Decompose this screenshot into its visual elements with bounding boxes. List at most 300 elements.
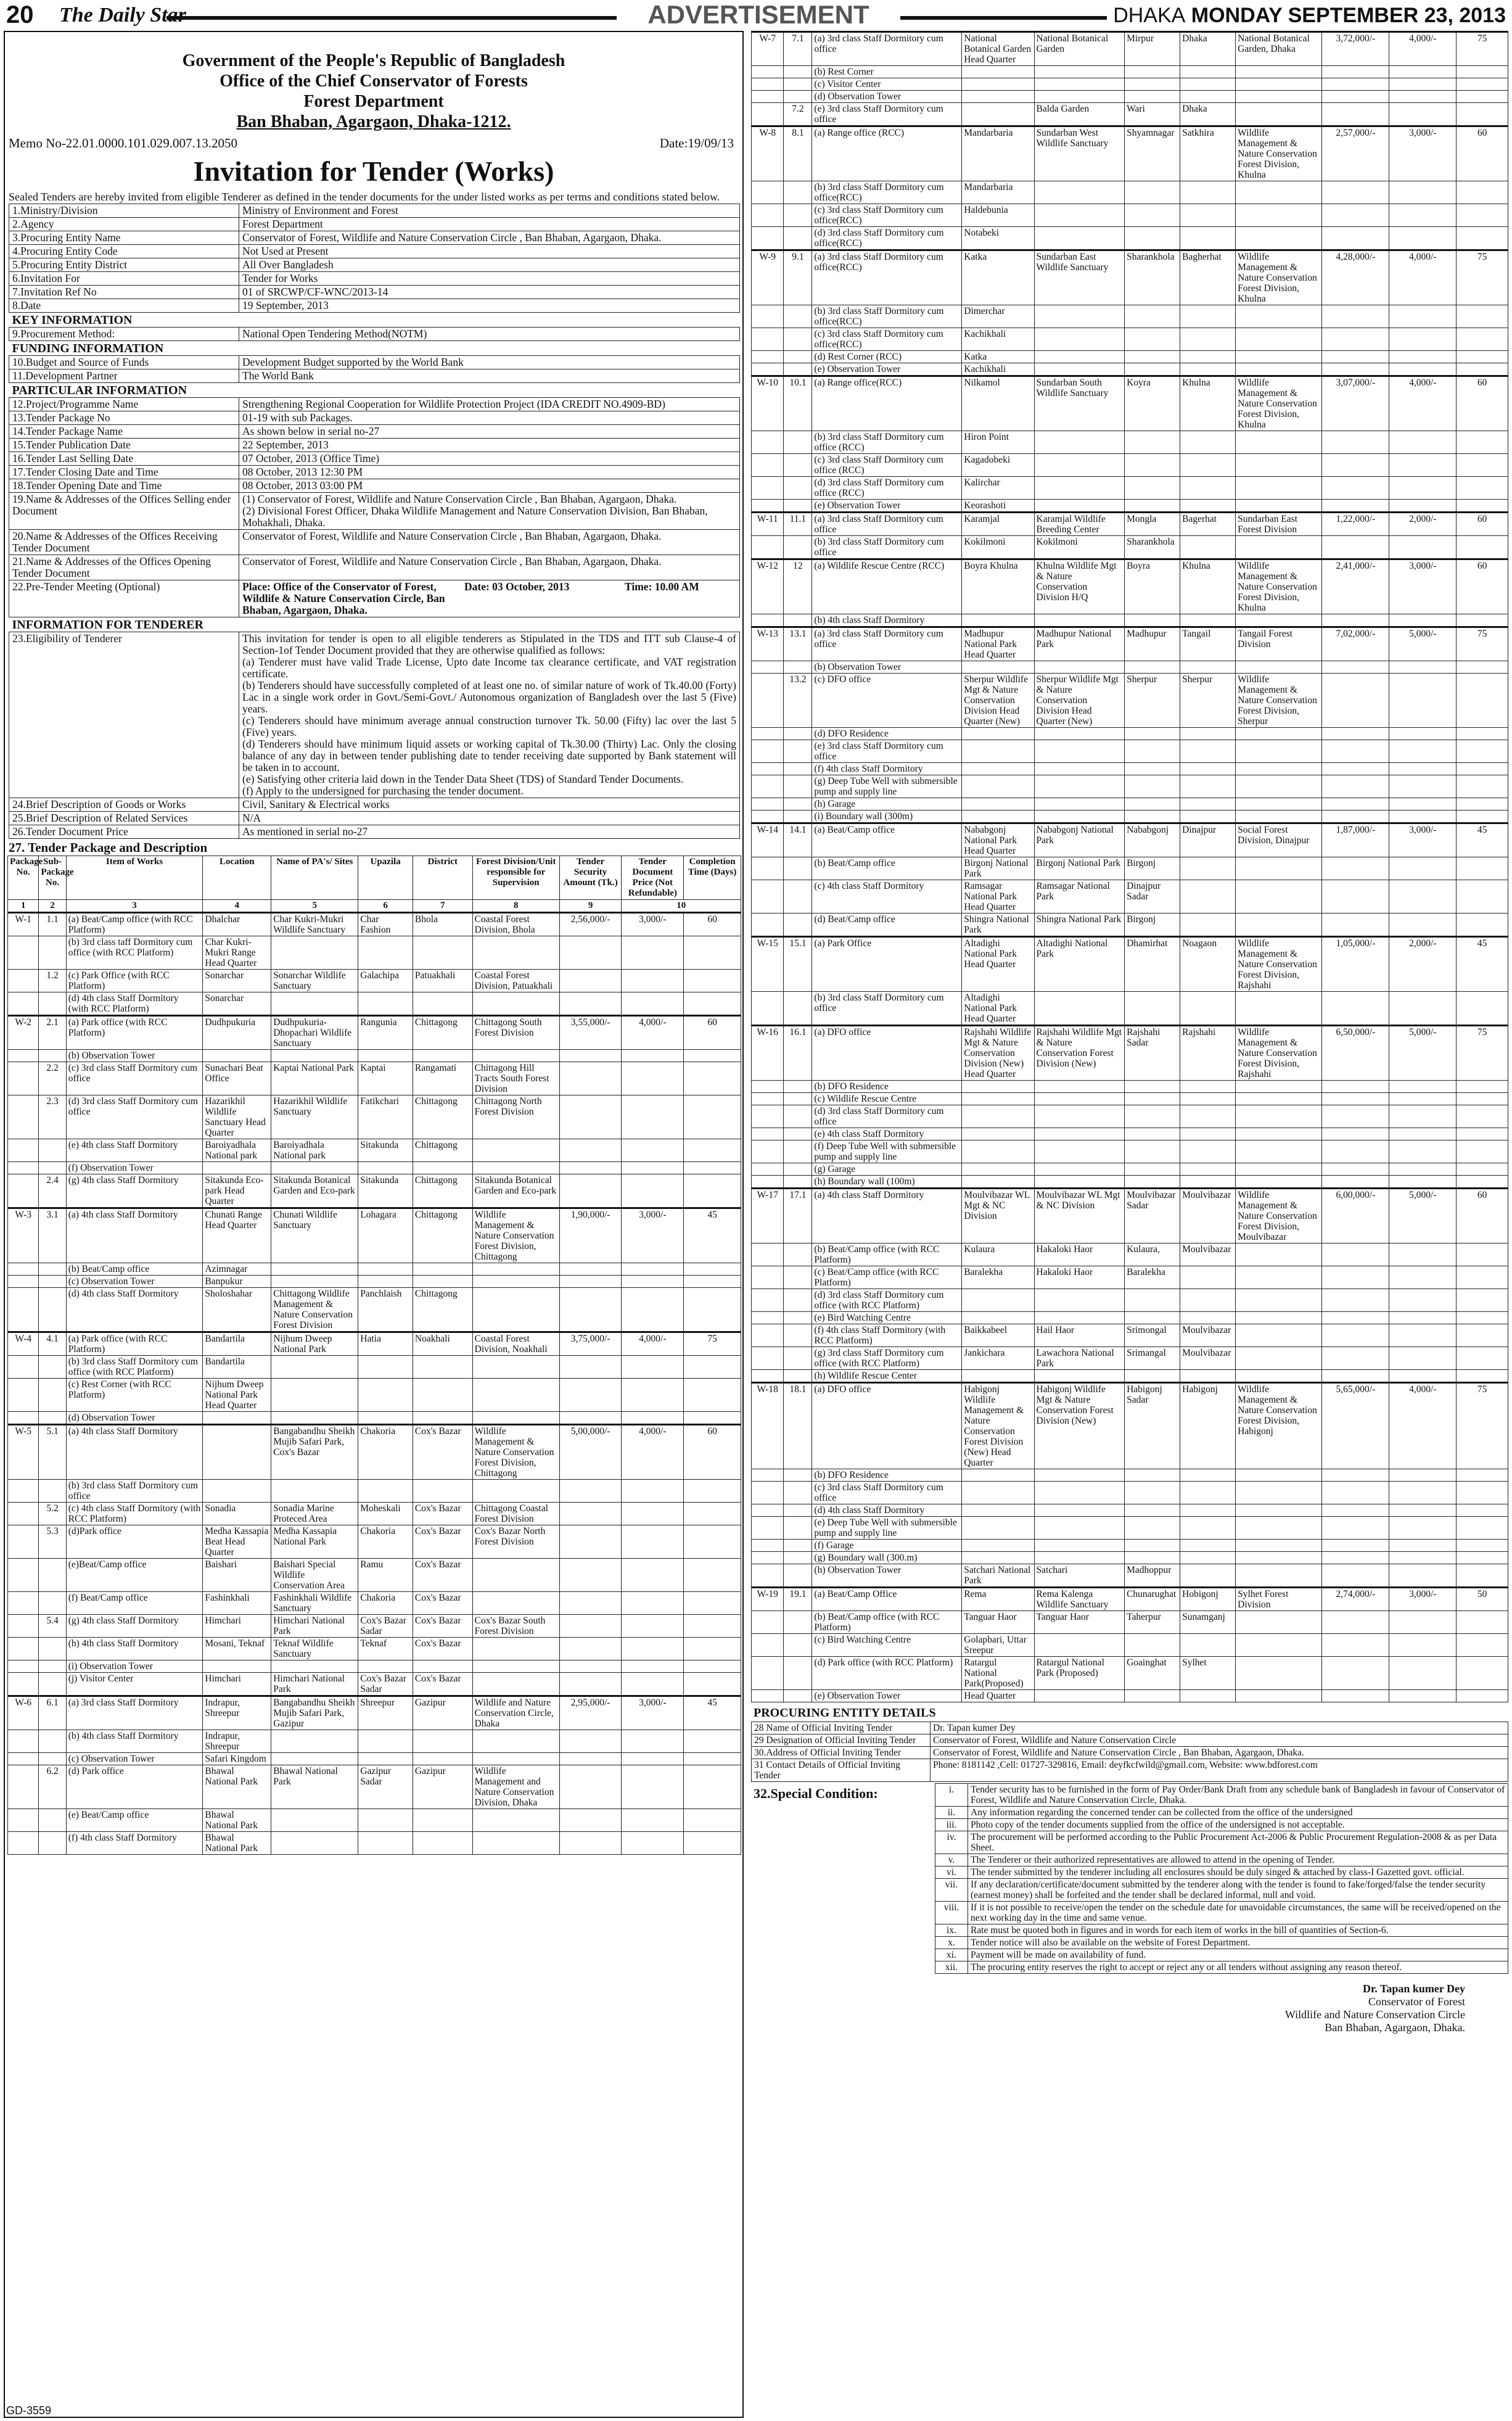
- package-column-number: 5: [271, 900, 358, 913]
- package-row: [752, 204, 1508, 227]
- forest-division: [1236, 1482, 1322, 1504]
- special-condition-text: The tender submitted by the tenderer including all enclosures should be duly singed & attached by class-I Gazetted govt. official.: [968, 1866, 1508, 1879]
- package-no: [8, 1263, 39, 1276]
- tender-security: [559, 1832, 622, 1855]
- package-no: [752, 992, 784, 1026]
- pa-site: [1034, 614, 1125, 627]
- tender-security: 4,28,000/-: [1322, 250, 1389, 305]
- tender-security: [559, 1753, 622, 1765]
- package-table-left: [7, 856, 741, 1855]
- document-price: [1389, 1370, 1457, 1383]
- item-of-works: (c) Observation Tower: [66, 1753, 203, 1765]
- document-price: [1389, 1140, 1457, 1163]
- document-price: 4,000/-: [622, 1016, 684, 1050]
- package-row: [8, 1525, 741, 1559]
- upazila: [1125, 1163, 1180, 1176]
- package-column-header: District: [413, 856, 472, 900]
- info-key: 16.Tender Last Selling Date: [9, 452, 239, 466]
- document-price: 4,000/-: [622, 1425, 684, 1480]
- upazila: Moulvibazar Sadar: [1125, 1189, 1180, 1243]
- tender-security: [559, 1174, 622, 1208]
- signature-line-3: Ban Bhaban, Agargaon, Dhaka.: [1325, 2021, 1465, 2034]
- completion-time: 45: [1457, 823, 1508, 857]
- info-key: 1.Ministry/Division: [9, 204, 239, 218]
- package-row: [752, 810, 1508, 823]
- special-condition-row: [935, 1831, 1508, 1854]
- pa-site: Satchari: [1034, 1564, 1125, 1588]
- tender-security: [559, 1615, 622, 1638]
- completion-time: [684, 1615, 741, 1638]
- tender-security: [1322, 1081, 1389, 1093]
- completion-time: [1457, 305, 1508, 328]
- package-no: [8, 1809, 39, 1832]
- forest-division: Chittagong Hill Tracts South Forest Division: [472, 1062, 559, 1095]
- completion-time: [1457, 810, 1508, 823]
- forest-division: Wildlife Management and Nature Conservation Division, Dhaka: [472, 1765, 559, 1809]
- upazila: Wari: [1125, 103, 1180, 126]
- completion-time: [684, 1809, 741, 1832]
- completion-time: 50: [1457, 1588, 1508, 1611]
- package-row: [752, 363, 1508, 376]
- forest-division: [1236, 1611, 1322, 1634]
- sub-package-no: 5.1: [39, 1425, 66, 1480]
- special-condition-number: iv.: [935, 1831, 968, 1854]
- package-row: [752, 1611, 1508, 1634]
- item-of-works: (a) Range office (RCC): [812, 126, 962, 181]
- procuring-row: [752, 1747, 1508, 1759]
- upazila: [1125, 1105, 1180, 1128]
- upazila: [358, 1356, 413, 1379]
- header-line-1: Government of the People's Republic of Bangladesh: [182, 51, 565, 70]
- completion-time: [684, 1559, 741, 1592]
- package-no: W-12: [752, 559, 784, 614]
- district: Khulna: [1180, 559, 1236, 614]
- package-no: [752, 328, 784, 351]
- package-no: [8, 1480, 39, 1503]
- completion-time: [1457, 1140, 1508, 1163]
- upazila: [1125, 1370, 1180, 1383]
- location: [203, 1162, 271, 1174]
- document-price: [1389, 1482, 1457, 1504]
- tender-security: 3,55,000/-: [559, 1016, 622, 1050]
- completion-time: [1457, 363, 1508, 376]
- forest-division: [1236, 78, 1322, 91]
- tender-security: [1322, 91, 1389, 103]
- location: [962, 1081, 1034, 1093]
- procuring-row: [752, 1759, 1508, 1782]
- package-row: [752, 1504, 1508, 1517]
- info-value: Forest Department: [239, 218, 740, 231]
- completion-time: 60: [684, 1425, 741, 1480]
- district: [413, 1379, 472, 1412]
- forest-division: [1236, 1243, 1322, 1266]
- completion-time: [1457, 798, 1508, 810]
- item-of-works: (a) 3rd class Staff Dormitory cum office: [812, 513, 962, 536]
- package-row: [752, 1026, 1508, 1081]
- item-of-works: (a) 4th class Staff Dormitory: [66, 1425, 203, 1480]
- document-price: [1389, 328, 1457, 351]
- location: [962, 728, 1034, 740]
- pa-site: Baishari Special Wildlife Conservation Area: [271, 1559, 358, 1592]
- district: [413, 1809, 472, 1832]
- tender-security: [1322, 1128, 1389, 1140]
- forest-division: [1236, 1540, 1322, 1552]
- package-no: [752, 1370, 784, 1383]
- header-line-3: Forest Department: [303, 92, 444, 111]
- completion-time: [1457, 66, 1508, 78]
- info-key: 5.Procuring Entity District: [9, 258, 239, 272]
- location: Banpukur: [203, 1276, 271, 1288]
- forest-division: [1236, 810, 1322, 823]
- forest-division: [1236, 1657, 1322, 1690]
- location: Ramsagar National Park Head Quarter: [962, 880, 1034, 914]
- completion-time: 60: [1457, 513, 1508, 536]
- completion-time: [1457, 431, 1508, 454]
- district: [1180, 1105, 1236, 1128]
- document-price: [1389, 1611, 1457, 1634]
- info-key: 21.Name & Addresses of the Offices Opening Tender Document: [9, 555, 239, 580]
- forest-division: [472, 1832, 559, 1855]
- forest-division: [1236, 1105, 1322, 1128]
- pa-site: Altadighi National Park: [1034, 937, 1125, 992]
- signature-name: Dr. Tapan kumer Dey: [1362, 1982, 1465, 1995]
- package-row: [8, 1592, 741, 1615]
- location: [962, 1370, 1034, 1383]
- district: [1180, 1081, 1236, 1093]
- package-row: [8, 1730, 741, 1753]
- item-of-works: (f) Deep Tube Well with submersible pump and supply line: [812, 1140, 962, 1163]
- completion-time: [1457, 1552, 1508, 1564]
- header-line-2: Office of the Chief Conservator of Forests: [220, 72, 528, 91]
- pa-site: Chunati Wildlife Sanctuary: [271, 1208, 358, 1263]
- document-price: [1389, 1176, 1457, 1189]
- district: Chittagong: [413, 1288, 472, 1332]
- header-line-4: Ban Bhaban, Agargaon, Dhaka-1212.: [236, 112, 511, 131]
- upazila: Birgonj: [1125, 857, 1180, 880]
- pa-site: Madhupur National Park: [1034, 627, 1125, 661]
- upazila: [1125, 661, 1180, 674]
- tender-security: [1322, 661, 1389, 674]
- package-row: [752, 1564, 1508, 1588]
- tender-security: [559, 992, 622, 1016]
- forest-division: [1236, 728, 1322, 740]
- info-value: 08 October, 2013 03:00 PM: [239, 479, 740, 493]
- completion-time: [1457, 857, 1508, 880]
- upazila: [1125, 78, 1180, 91]
- document-price: [622, 1162, 684, 1174]
- special-condition-table: [935, 1783, 1508, 1974]
- package-row: [8, 1765, 741, 1809]
- package-no: [752, 1176, 784, 1189]
- district: [1180, 1564, 1236, 1588]
- item-of-works: (d) 3rd class Staff Dormitory cum office: [66, 1095, 203, 1139]
- district: [1180, 1312, 1236, 1324]
- completion-time: [684, 1832, 741, 1855]
- package-no: [8, 992, 39, 1016]
- forest-division: Wildlife Management & Nature Conservation Forest Division, Chittagong: [472, 1425, 559, 1480]
- upazila: [1125, 1517, 1180, 1540]
- document-price: [1389, 661, 1457, 674]
- special-condition-row: [935, 1784, 1508, 1807]
- location: Dhalchar: [203, 913, 271, 936]
- info-key: 24.Brief Description of Goods or Works: [9, 798, 239, 812]
- completion-time: 60: [1457, 126, 1508, 181]
- special-condition-row: [935, 1879, 1508, 1902]
- tender-security: [1322, 1324, 1389, 1347]
- item-of-works: (f) 4th class Staff Dormitory (with RCC Platform): [812, 1324, 962, 1347]
- completion-time: [684, 1638, 741, 1660]
- district: Habigonj: [1180, 1383, 1236, 1469]
- package-no: [752, 1081, 784, 1093]
- location: Boyra Khulna: [962, 559, 1034, 614]
- tender-security: [559, 1503, 622, 1525]
- pa-site: Bangabandhu Sheikh Mujib Safari Park, Cox's Bazar: [271, 1425, 358, 1480]
- upazila: Madhupur: [1125, 627, 1180, 661]
- document-price: [1389, 351, 1457, 363]
- package-row: [752, 1517, 1508, 1540]
- sub-package-no: [784, 1690, 812, 1702]
- tender-security: [559, 1062, 622, 1095]
- location: Rema: [962, 1588, 1034, 1611]
- item-of-works: (f) Observation Tower: [66, 1162, 203, 1174]
- package-column-number: 4: [203, 900, 271, 913]
- item-of-works: (b) 3rd class Staff Dormitory cum office: [812, 992, 962, 1026]
- forest-division: [1236, 66, 1322, 78]
- location: Birgonj National Park: [962, 857, 1034, 880]
- forest-division: Wildlife Management & Nature Conservation Forest Division, Habigonj: [1236, 1383, 1322, 1469]
- location: Moulvibazar WL Mgt & NC Division: [962, 1189, 1034, 1243]
- upazila: [1125, 1176, 1180, 1189]
- location: Baralekha: [962, 1266, 1034, 1289]
- info-row: [9, 479, 740, 493]
- item-of-works: (b) Beat/Camp office (with RCC Platform): [812, 1243, 962, 1266]
- special-condition-block: [751, 1783, 1508, 1974]
- pa-site: [271, 1379, 358, 1412]
- upazila: Kaptai: [358, 1062, 413, 1095]
- location: Bhawal National Park: [203, 1809, 271, 1832]
- district: [413, 1050, 472, 1062]
- forest-division: [1236, 1564, 1322, 1588]
- item-of-works: (d)Park office: [66, 1525, 203, 1559]
- package-no: W-14: [752, 823, 784, 857]
- pa-site: [1034, 1540, 1125, 1552]
- location: Rajshahi Wildlife Mgt & Nature Conservation Division (New) Head Quarter: [962, 1026, 1034, 1081]
- upazila: Habigonj Sadar: [1125, 1383, 1180, 1469]
- district: Cox's Bazar: [413, 1638, 472, 1660]
- package-row: [752, 740, 1508, 763]
- info-key: 20.Name & Addresses of the Offices Receiving Tender Document: [9, 530, 239, 555]
- location: National Botanical Garden Head Quarter: [962, 32, 1034, 66]
- forest-division: [472, 1592, 559, 1615]
- sub-package-no: [39, 1276, 66, 1288]
- package-row: [752, 1093, 1508, 1105]
- completion-time: [684, 1753, 741, 1765]
- document-price: [1389, 66, 1457, 78]
- section-label: ADVERTISEMENT: [617, 0, 900, 30]
- sub-package-no: 5.3: [39, 1525, 66, 1559]
- package-no: [752, 1105, 784, 1128]
- special-condition-list-cell: [935, 1783, 1508, 1974]
- pa-site: [271, 1809, 358, 1832]
- district: [1180, 1517, 1236, 1540]
- sub-package-no: 9.1: [784, 250, 812, 305]
- tender-security: 6,00,000/-: [1322, 1189, 1389, 1243]
- upazila: [1125, 305, 1180, 328]
- document-price: [1389, 1128, 1457, 1140]
- item-of-works: (g) Deep Tube Well with submersible pump and supply line: [812, 775, 962, 798]
- upazila: Shyamnagar: [1125, 126, 1180, 181]
- district: Dhaka: [1180, 103, 1236, 126]
- completion-time: 60: [1457, 559, 1508, 614]
- district: [413, 1263, 472, 1276]
- tender-security: [1322, 1370, 1389, 1383]
- completion-time: [684, 1162, 741, 1174]
- location: Notabeki: [962, 227, 1034, 250]
- package-table-right: [751, 31, 1508, 1702]
- upazila: [358, 1276, 413, 1288]
- completion-time: [1457, 103, 1508, 126]
- package-row: [752, 227, 1508, 250]
- completion-time: 45: [1457, 937, 1508, 992]
- district: [1180, 763, 1236, 775]
- location: Mandarbaria: [962, 181, 1034, 204]
- item-of-works: (a) Beat/Camp Office: [812, 1588, 962, 1611]
- sub-package-no: [784, 740, 812, 763]
- package-no: [8, 1050, 39, 1062]
- location: [203, 1050, 271, 1062]
- package-row: [752, 431, 1508, 454]
- info-key: 8.Date: [9, 299, 239, 313]
- document-price: [1389, 227, 1457, 250]
- tender-security: [559, 1412, 622, 1425]
- completion-time: 60: [684, 1016, 741, 1050]
- location: [962, 775, 1034, 798]
- package-no: [752, 914, 784, 937]
- info-row: [9, 328, 740, 341]
- package-no: [752, 454, 784, 477]
- document-price: [622, 1062, 684, 1095]
- pa-site: Sundarban East Wildlife Sanctuary: [1034, 250, 1125, 305]
- info-key: 4.Procuring Entity Code: [9, 245, 239, 258]
- district: [1180, 1482, 1236, 1504]
- pa-site: Sherpur Wildlife Mgt & Nature Conservation Division Head Quarter (New): [1034, 674, 1125, 728]
- info-row: [9, 580, 740, 617]
- document-price: [622, 1263, 684, 1276]
- document-price: 2,000/-: [1389, 937, 1457, 992]
- signature-block: [751, 1982, 1465, 2034]
- info-value: 01 of SRCWP/CF-WNC/2013-14: [239, 286, 740, 299]
- special-condition-number: vii.: [935, 1879, 968, 1902]
- package-row: [8, 913, 741, 936]
- sub-package-no: [784, 1105, 812, 1128]
- item-of-works: (a) 3rd class Staff Dormitory cum office(RCC): [812, 250, 962, 305]
- package-no: [752, 1482, 784, 1504]
- sub-package-no: 4.1: [39, 1332, 66, 1356]
- document-price: [1389, 103, 1457, 126]
- tender-security: [559, 1276, 622, 1288]
- item-of-works: (d) DFO Residence: [812, 728, 962, 740]
- forest-division: [472, 1263, 559, 1276]
- item-of-works: (d) Park office (with RCC Platform): [812, 1657, 962, 1690]
- procuring-key: 30.Address of Official Inviting Tender: [752, 1747, 931, 1759]
- document-price: [1389, 1504, 1457, 1517]
- location: Kokilmoni: [962, 536, 1034, 559]
- package-row: [752, 250, 1508, 305]
- document-price: [1389, 181, 1457, 204]
- district: Gazipur: [413, 1765, 472, 1809]
- upazila: Sharankhola: [1125, 536, 1180, 559]
- info-value: Conservator of Forest, Wildlife and Nature Conservation Circle , Ban Bhaban, Agargaon, Dhaka.: [239, 231, 740, 245]
- special-condition-number: iii.: [935, 1819, 968, 1831]
- eligibility-item: (f) Apply to the undersigned for purchasing the tender document.: [242, 785, 524, 797]
- item-of-works: (a) Park Office: [812, 937, 962, 992]
- location: [962, 1140, 1034, 1163]
- forest-division: [1236, 992, 1322, 1026]
- document-price: [1389, 1564, 1457, 1588]
- document-price: [1389, 880, 1457, 914]
- tender-security: 1,87,000/-: [1322, 823, 1389, 857]
- document-price: 3,000/-: [1389, 1588, 1457, 1611]
- item-of-works: (a) Park office (with RCC Platform): [66, 1016, 203, 1050]
- package-no: [8, 1673, 39, 1696]
- district: [1180, 1370, 1236, 1383]
- completion-time: [1457, 1517, 1508, 1540]
- completion-time: [1457, 880, 1508, 914]
- info-key: 15.Tender Publication Date: [9, 439, 239, 452]
- document-price: [622, 1503, 684, 1525]
- document-price: [622, 1660, 684, 1673]
- sub-package-no: [784, 1243, 812, 1266]
- district: [413, 1832, 472, 1855]
- sub-package-no: 11.1: [784, 513, 812, 536]
- memo-date: Date:19/09/13: [659, 136, 734, 151]
- info-key: 22.Pre-Tender Meeting (Optional): [9, 580, 239, 617]
- tender-security: [1322, 1611, 1389, 1634]
- package-no: [752, 78, 784, 91]
- sub-package-no: 3.1: [39, 1208, 66, 1263]
- package-row: [8, 1425, 741, 1480]
- item-of-works: (b) DFO Residence: [812, 1081, 962, 1093]
- upazila: [1125, 1482, 1180, 1504]
- district: [1180, 305, 1236, 328]
- location: Chunati Range Head Quarter: [203, 1208, 271, 1263]
- sub-package-no: [784, 351, 812, 363]
- document-price: [1389, 614, 1457, 627]
- sub-package-no: 15.1: [784, 937, 812, 992]
- location: Kachikhali: [962, 328, 1034, 351]
- procuring-key: 28 Name of Official Inviting Tender: [752, 1722, 931, 1734]
- special-condition-title: 32.Special Condition:: [754, 1786, 878, 1801]
- document-price: [622, 970, 684, 992]
- procuring-value: Phone: 8181142 ,Cell: 01727-329816, Email: deyfkcfwild@gmail.com, Website: www.bdforest.com: [931, 1759, 1508, 1782]
- document-price: [622, 1615, 684, 1638]
- pa-site: [1034, 454, 1125, 477]
- completion-time: [1457, 1243, 1508, 1266]
- upazila: [358, 1162, 413, 1174]
- sub-package-no: [39, 1673, 66, 1696]
- upazila: Boyra: [1125, 559, 1180, 614]
- forest-division: [1236, 1324, 1322, 1347]
- item-of-works: (b) 3rd class Staff Dormitory cum office(RCC): [812, 305, 962, 328]
- info-row: [9, 466, 740, 479]
- district: Chittagong: [413, 1208, 472, 1263]
- upazila: [358, 1832, 413, 1855]
- forest-division: [472, 1356, 559, 1379]
- document-price: [1389, 1657, 1457, 1690]
- upazila: Rangunia: [358, 1016, 413, 1050]
- tender-security: 3,75,000/-: [559, 1332, 622, 1356]
- item-of-works: (a) Wildlife Rescue Centre (RCC): [812, 559, 962, 614]
